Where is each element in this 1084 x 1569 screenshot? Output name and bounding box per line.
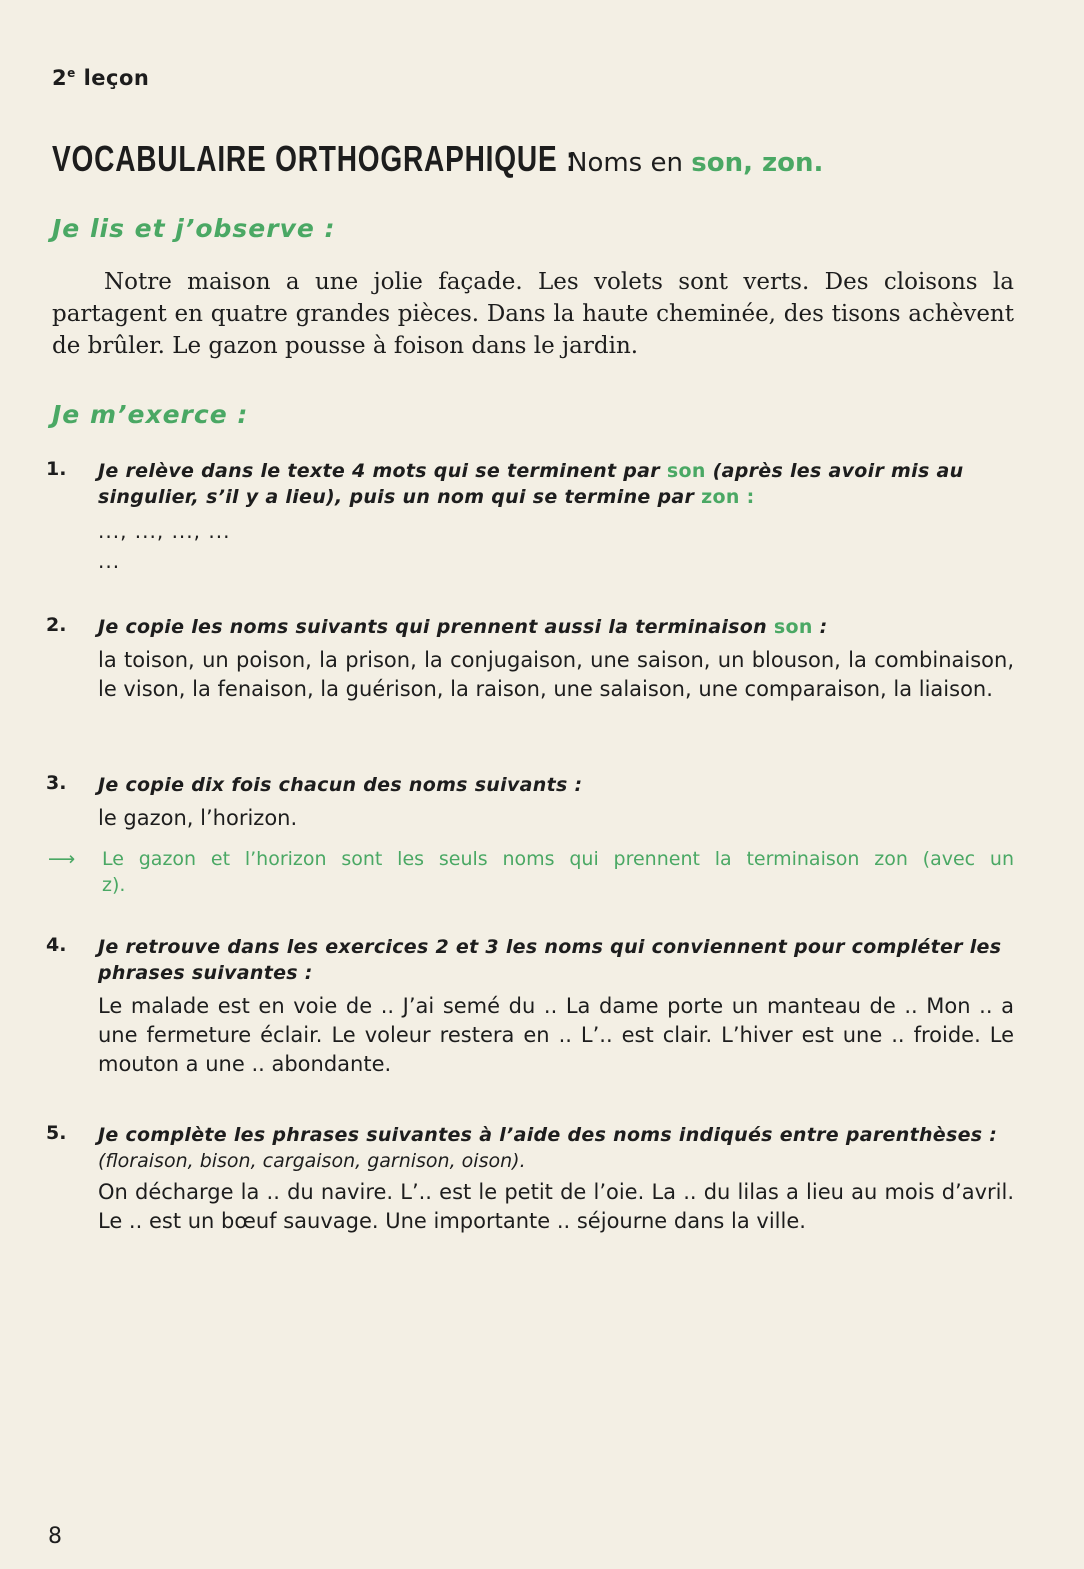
exercise-2 <box>46 614 1014 704</box>
exercise-body: Le malade est en voie de .. J’ai semé du .. La dame porte un manteau de .. Mon .. a une fermeture éclair. Le voleur restera en .. L’.. est clair. L’hiver est une .. froide. Le mouton a une .. abondante. <box>98 994 1014 1076</box>
instruction-colon: : <box>819 616 828 638</box>
lesson-label <box>52 66 149 90</box>
lesson-word: leçon <box>83 66 150 90</box>
word-hint: (floraison, bison, cargaison, garnison, oison). <box>98 1150 526 1172</box>
title-main: VOCABULAIRE ORTHOGRAPHIQUE : <box>52 138 577 179</box>
exercise-number: 1. <box>46 458 67 480</box>
exercise-5 <box>46 1122 1014 1236</box>
exercise-body: On décharge la .. du navire. L’.. est le petit de l’oie. La .. du lilas a lieu au mois d’avril. Le .. est un bœuf sauvage. Une importante .. séjourne dans la ville. <box>98 1180 1014 1233</box>
exercise-instruction: Je complète les phrases suivantes à l’aide des noms indiqués entre parenthèses : <box>98 1124 998 1146</box>
page-title <box>52 138 824 180</box>
term-son: son <box>773 616 813 638</box>
answer-blank-line: ... <box>98 549 121 573</box>
page-number: 8 <box>48 1524 62 1549</box>
title-lead: Noms en <box>568 148 683 178</box>
instruction-part: (après les avoir mis au singulier, s’il y a lieu), puis un nom qui se termine par <box>98 460 964 508</box>
exercise-number: 4. <box>46 934 67 956</box>
answer-blank-line: ..., ..., ..., ... <box>98 519 231 543</box>
title-subtitle <box>568 148 823 178</box>
rule-note <box>48 846 1014 898</box>
exercise-instruction: Je retrouve dans les exercices 2 et 3 les noms qui conviennent pour compléter les phrases suivantes : <box>98 936 1002 984</box>
exercise-instruction <box>98 458 1014 510</box>
exercise-section-heading: Je m’exerce : <box>52 400 249 429</box>
title-accent: son, zon. <box>691 148 824 178</box>
exercise-4 <box>46 934 1014 1079</box>
arrow-icon: ⟶ <box>48 848 76 870</box>
exercise-1 <box>46 458 1014 576</box>
exercise-number: 5. <box>46 1122 67 1144</box>
exercise-instruction <box>98 614 1014 640</box>
exercise-number: 2. <box>46 614 67 636</box>
term-zon: zon <box>701 486 740 508</box>
instruction-colon: : <box>746 486 755 508</box>
instruction-part: Je relève dans le texte 4 mots qui se terminent par <box>98 460 660 482</box>
instruction-part: Je copie les noms suivants qui prennent aussi la terminaison <box>98 616 767 638</box>
lesson-number-suffix: e <box>67 66 76 80</box>
lesson-number: 2 <box>52 66 68 90</box>
reading-text: Notre maison a une jolie façade. Les volets sont verts. Des cloisons la partagent en quatre grandes pièces. Dans la haute cheminée, des tisons achèvent de brûler. Le gazon pousse à foison dans le jardin. <box>52 269 1014 359</box>
answer-blanks <box>98 516 1014 576</box>
term-son: son <box>666 460 706 482</box>
exercise-body: le gazon, l’horizon. <box>98 806 298 830</box>
exercise-number: 3. <box>46 772 67 794</box>
rule-note-text: Le gazon et l’horizon sont les seuls noms qui prennent la terminaison zon (avec un z). <box>102 848 1014 896</box>
read-section-heading: Je lis et j’observe : <box>52 214 336 243</box>
exercise-body: la toison, un poison, la prison, la conjugaison, une saison, un blouson, la combinaison, le vison, la fenaison, la guérison, la raison, une salaison, une comparaison, la liaison. <box>98 648 1014 701</box>
exercise-3 <box>46 772 1014 833</box>
exercise-instruction: Je copie dix fois chacun des noms suivants : <box>98 774 583 796</box>
